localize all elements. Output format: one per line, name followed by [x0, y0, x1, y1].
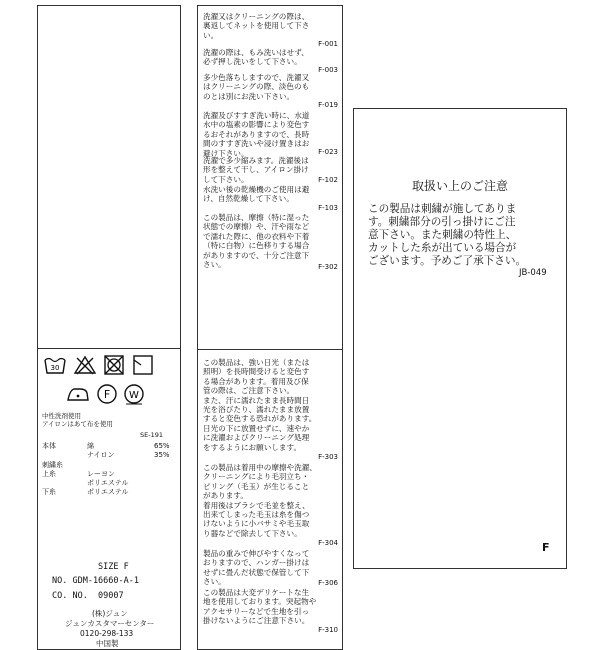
pct-nylon: 35% — [154, 451, 170, 459]
caution-text: 洗濯及びすすぎ洗い時に、水道 水中の塩素の影響により変色す るおそれがありますので、長時 間のすすぎ洗いや浸け置きはお 避け下さい。 — [203, 111, 310, 158]
pct-cotton: 65% — [154, 442, 170, 450]
notice-title: 取扱い上のご注意 — [411, 179, 508, 193]
dry-clean-f-icon — [96, 383, 118, 405]
caution-code: F-303 — [318, 453, 338, 461]
label-fold-line — [38, 348, 180, 349]
caution-text: この製品は、摩擦（特に湿った 状態での摩擦）や、汗や雨など で濡れた際に、他の衣料や下着 （特に白物）に色移りする場合 がありますので、十分ご注意下 さい。 — [203, 213, 310, 270]
caution-code: F-023 — [318, 148, 338, 156]
material-polyester-2: ポリエステル — [87, 488, 129, 496]
no-bleach-icon — [73, 354, 97, 376]
care-note-detergent: 中性洗剤使用 — [42, 412, 81, 420]
label-code: SE-191 — [140, 431, 163, 439]
part-body: 本体 — [42, 442, 56, 450]
phone-number: 0120-298-133 — [80, 629, 134, 638]
label-fold-line — [198, 349, 342, 350]
caution-text: この製品は着用中の摩擦や洗濯、 クリーニングにより毛羽立ち・ ピリング（毛玉）が生じること があります。 着用後はブラシで毛並を整え、 出来てしまった毛玉は糸を傷つ けないように小バサミや毛玉取 り器などで除去して下さい。 — [203, 463, 317, 538]
color-number: CO. NO. 09007 — [52, 591, 124, 601]
caution-code: F-306 — [318, 579, 338, 587]
size-text: SIZE F — [98, 562, 129, 572]
line-dry-icon — [131, 354, 155, 376]
care-label-left — [37, 5, 181, 650]
svg-text:W: W — [129, 390, 139, 401]
wash-30-neutral-icon — [43, 354, 67, 376]
wet-clean-w-icon — [123, 383, 145, 405]
care-label-middle — [197, 5, 343, 650]
product-number: NO. GDM-16660-A-1 — [52, 576, 139, 586]
caution-text: 洗濯又はクリーニングの際は、 裏返してネットを使用して下さ い。 — [203, 12, 310, 40]
caution-text: 多少色落ちしますので、洗濯又 はクリーニングの際、淡色のも のとは別にお洗い下さい。 — [203, 73, 310, 101]
material-cotton: 綿 — [87, 442, 94, 450]
care-note-iron: アイロンはあて布を使用 — [42, 420, 113, 428]
material-nylon: ナイロン — [87, 451, 115, 459]
caution-code: F-001 — [318, 40, 338, 48]
embroidery-heading: 刺繍糸 — [42, 461, 63, 469]
part-lower-thread: 下糸 — [42, 488, 56, 496]
part-upper-thread: 上糸 — [42, 470, 56, 478]
material-rayon: レーヨン — [87, 470, 115, 478]
caution-code: F-019 — [318, 101, 338, 109]
country-of-origin: 中国製 — [96, 639, 119, 648]
svg-text:F: F — [103, 388, 111, 401]
customer-center: ジュンカスタマーセンター — [65, 619, 155, 628]
svg-text:30: 30 — [50, 364, 60, 372]
caution-text: 水洗い後の乾燥機のご使用は避 け、自然乾燥して下さい。 — [203, 185, 310, 204]
no-tumble-dry-icon — [102, 354, 126, 376]
notice-code: JB-049 — [519, 268, 547, 278]
caution-code: F-302 — [318, 263, 338, 271]
caution-code: F-102 — [318, 176, 338, 184]
size-mark: F — [542, 541, 550, 554]
notice-body: この製品は刺繍が施してありま す。刺繍部分の引っ掛けにご注 意下さい。また刺繍の特性上、 カットした糸が出ている場合が ございます。予めご了承下さい。 — [368, 203, 527, 267]
iron-low-icon — [65, 384, 91, 404]
caution-text: 製品の重みで伸びやすくなって おりますので、ハンガー掛けは せずに畳んだ状態で保管して下 さい。 — [203, 549, 310, 587]
caution-code: F-003 — [318, 66, 338, 74]
caution-text: 洗濯の際は、もみ洗いはせず、 必ず押し洗いをして下さい。 — [203, 48, 309, 67]
caution-text: この製品は大変デリケートな生 地を使用しております。突起物や アクセサリーなどで生地を引っ 掛けないようにご注意下さい。 — [203, 588, 317, 626]
material-polyester-1: ポリエステル — [87, 479, 129, 487]
caution-code: F-310 — [318, 626, 338, 634]
care-label-right — [353, 108, 567, 569]
caution-text: 洗濯で多少縮みます。洗濯後は 形を整えて干し、アイロン掛け して下さい。 — [203, 156, 309, 184]
caution-code: F-304 — [318, 539, 338, 547]
caution-code: F-103 — [318, 204, 338, 212]
caution-text: この製品は、強い日光（または 照明）を長時間受けると変色す る場合があります。着用及び保 管の際は、ご注意下さい。 また、汗に濡れたまま長時間日 光を浴びたり、濡れたまま放置 すると変色する恐れがあります。 日光の下に放置せずに、速やか に洗濯およびクリーニング処理 をするようにお願いします。 — [203, 358, 317, 452]
company-name: (株)ジュン — [92, 609, 128, 618]
